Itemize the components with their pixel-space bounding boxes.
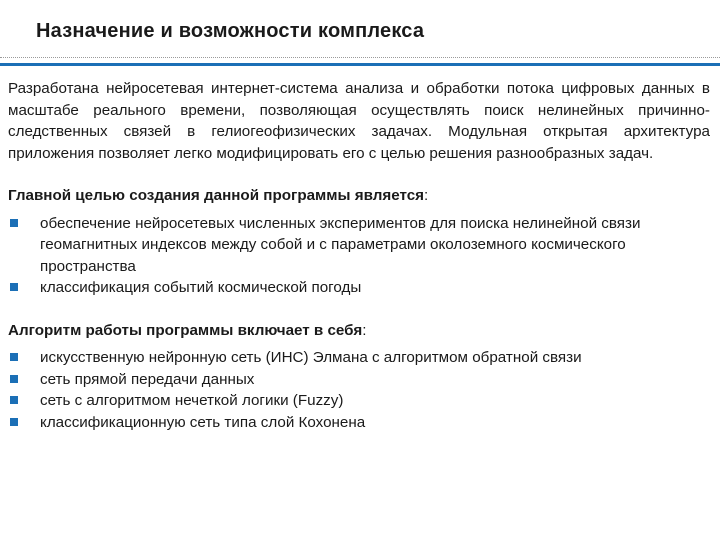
square-bullet-icon [10,283,18,291]
list-item-text: обеспечение нейросетевых численных экспериментов для поиска нелинейной связи геомагнитных индексов между собой и с параметрами околоземного космического пространства [40,214,641,275]
list-item [8,412,710,434]
algorithm-list [8,347,710,433]
square-bullet-icon [10,396,18,404]
page-title: Назначение и возможности комплекса [36,20,425,42]
list-item [8,347,710,369]
square-bullet-icon [10,418,18,426]
list-item [8,213,710,278]
list-item [8,369,710,391]
goal-heading-colon: : [424,187,429,204]
list-item-text: искусственную нейронную сеть (ИНС) Элмана с алгоритмом обратной связи [40,349,582,366]
title-dotted-divider [0,57,720,58]
list-item-text: классификация событий космической погоды [40,279,362,296]
list-item [8,277,710,299]
goal-heading [8,185,710,207]
goal-list [8,213,710,299]
square-bullet-icon [10,353,18,361]
algorithm-heading [8,320,710,342]
algorithm-heading-colon: : [362,321,367,339]
list-item [8,390,710,412]
algorithm-heading-text: Алгоритм работы программы включает в себя [8,321,363,339]
list-item-text: классификационную сеть типа слой Кохонена [40,413,366,431]
slide-content [8,78,710,433]
list-item-text: сеть с алгоритмом нечеткой логики (Fuzzy) [40,392,344,409]
intro-paragraph: Разработана нейросетевая интернет-система анализа и обработки потока цифровых данных в масштабе реального времени, позволяющая осуществлять поиск нелинейных причинно-следственных связей в гелиогеофизических задачах. Модульная открытая архитектура приложения позволяет легко модифицировать его с целью решения разнообразных задач. [8,80,710,162]
list-item-text: сеть прямой передачи данных [40,370,255,388]
goal-heading-text: Главной целью создания данной программы является [8,187,425,204]
title-divider [0,63,720,66]
square-bullet-icon [10,375,18,383]
square-bullet-icon [10,219,18,227]
